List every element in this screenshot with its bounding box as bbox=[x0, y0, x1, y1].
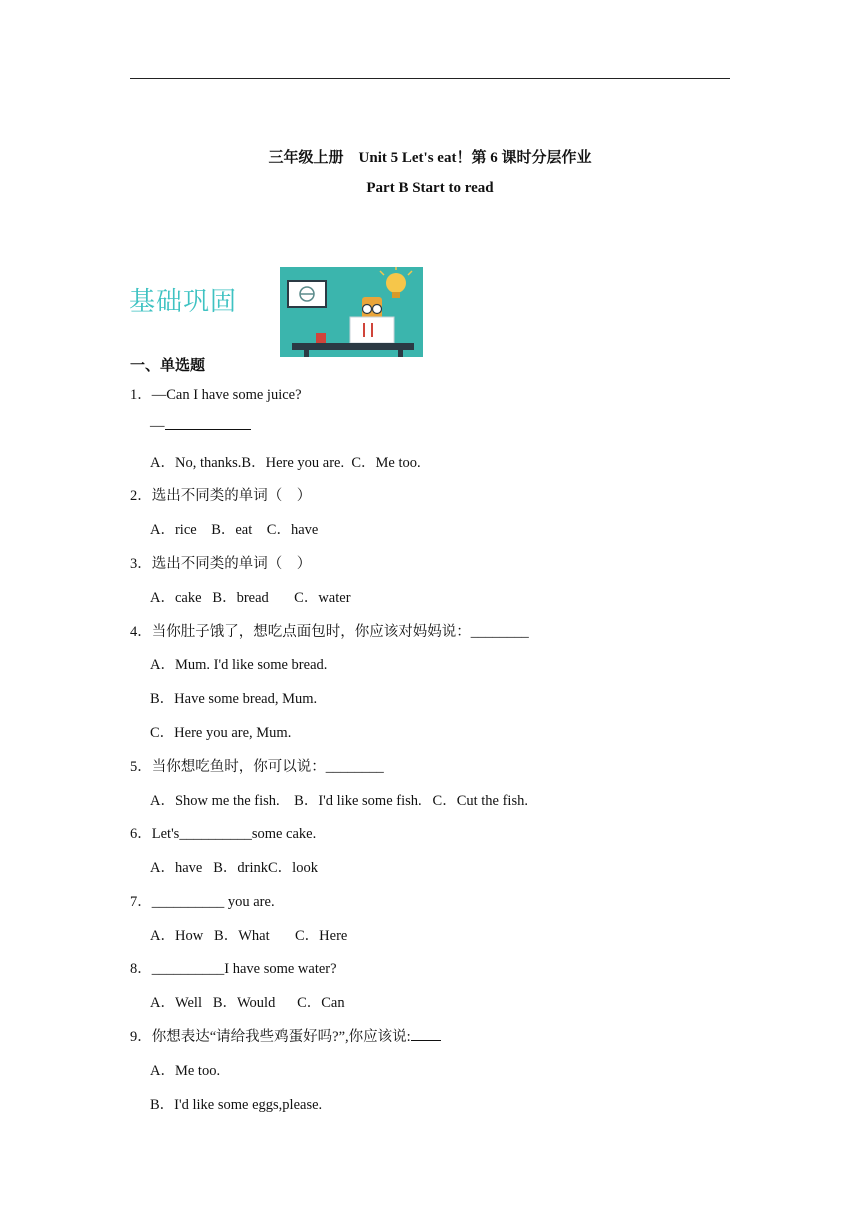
question-3-stem: 3．选出不同类的单词（ ） bbox=[130, 556, 312, 572]
header-rule bbox=[130, 78, 730, 79]
page-title: 三年级上册 Unit 5 Let's eat！第 6 课时分层作业 bbox=[268, 150, 592, 166]
question-9-stem: 9．你想表达“请给我些鸡蛋好吗?”,你应该说: bbox=[130, 1029, 411, 1045]
section-title: 基础巩固 bbox=[129, 287, 238, 317]
question-7-options: A．How B．What C．Here bbox=[150, 928, 348, 944]
question-4-stem: 4．当你肚子饿了，想吃点面包时，你应该对妈妈说：________ bbox=[130, 624, 529, 640]
question-4-option-c: C．Here you are, Mum. bbox=[150, 725, 292, 741]
question-9-option-b: B．I'd like some eggs,please. bbox=[150, 1097, 323, 1113]
question-1-stem: 1．—Can I have some juice? bbox=[130, 387, 302, 403]
question-5-stem: 5．当你想吃鱼时，你可以说：________ bbox=[130, 759, 384, 775]
teacher-at-desk-with-lightbulb-illustration bbox=[280, 267, 423, 357]
question-3-options: A．cake B．bread C．water bbox=[150, 590, 351, 606]
question-6-stem: 6．Let's__________some cake. bbox=[130, 826, 317, 842]
question-6-options: A．have B．drinkC．look bbox=[150, 860, 318, 876]
question-8-stem: 8．__________I have some water? bbox=[130, 961, 337, 977]
question-7-stem: 7．__________ you are. bbox=[130, 894, 275, 910]
question-type-heading: 一、单选题 bbox=[130, 356, 206, 374]
question-8-options: A．Well B．Would C．Can bbox=[150, 995, 345, 1011]
answer-dash: — bbox=[150, 418, 165, 434]
answer-blank bbox=[411, 1028, 441, 1041]
question-2-stem: 2．选出不同类的单词（ ） bbox=[130, 488, 312, 504]
question-4-option-b: B．Have some bread, Mum. bbox=[150, 691, 318, 707]
question-9-option-a: A．Me too. bbox=[150, 1063, 221, 1079]
question-4-option-a: A．Mum. I'd like some bread. bbox=[150, 657, 328, 673]
question-5-options: A．Show me the fish. B．I'd like some fish. C．Cut the fish. bbox=[150, 793, 528, 809]
question-2-options: A．rice B．eat C．have bbox=[150, 522, 319, 538]
question-9-line bbox=[130, 1025, 441, 1046]
question-1-options: A．No, thanks.B．Here you are. C．Me too. bbox=[150, 455, 421, 471]
page-subtitle: Part B Start to read bbox=[366, 180, 494, 196]
answer-blank bbox=[165, 417, 251, 430]
question-1-answer-line bbox=[150, 417, 251, 435]
